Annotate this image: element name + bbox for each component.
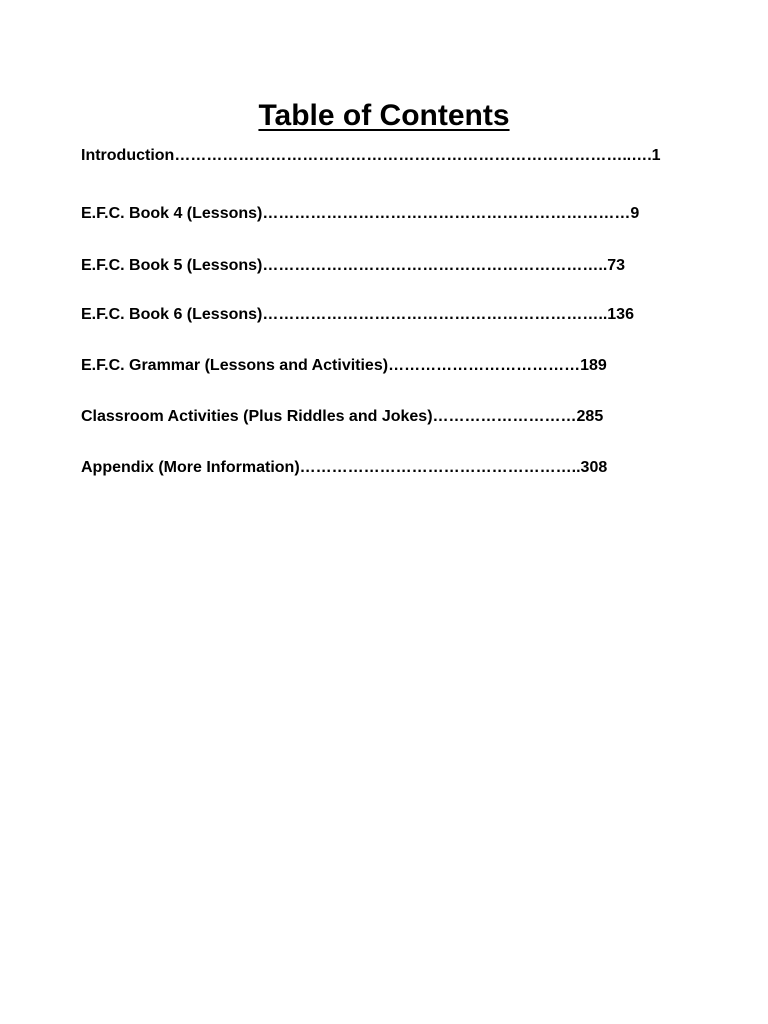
toc-entry-label: E.F.C. Grammar (Lessons and Activities) [81, 357, 389, 374]
toc-dot-leader: ……………………………………………………….. [262, 257, 608, 274]
page-title: Table of Contents [258, 99, 510, 132]
toc-entry-label: E.F.C. Book 6 (Lessons) [81, 306, 263, 323]
toc-page-number: 285 [576, 408, 604, 425]
toc-dot-leader: ……………………… [432, 408, 577, 425]
toc-entry-appendix [81, 458, 607, 478]
toc-entry-classroom-activities [81, 407, 603, 427]
toc-dot-leader: ……………………………… [388, 357, 581, 374]
toc-page-number: 73 [607, 257, 626, 274]
toc-entry-label: Appendix (More Information) [81, 459, 300, 476]
toc-entry-label: E.F.C. Book 4 (Lessons) [81, 205, 263, 222]
toc-page-number: 189 [580, 357, 607, 374]
toc-dot-leader: …………………………………………………………………………..…. [174, 147, 652, 164]
toc-page-number: 1 [651, 147, 661, 164]
toc-page-number: 9 [630, 205, 640, 222]
toc-entry-label: Introduction [81, 147, 175, 164]
toc-entry-book-5 [81, 256, 625, 276]
toc-entry-book-6 [81, 305, 634, 325]
toc-dot-leader: ……………………………………………………….. [262, 306, 608, 323]
toc-dot-leader: …………………………………………….. [299, 459, 581, 476]
toc-page-number: 136 [607, 306, 634, 323]
toc-entry-grammar [81, 356, 607, 376]
toc-entry-label: E.F.C. Book 5 (Lessons) [81, 257, 263, 274]
toc-entry-book-4 [81, 204, 639, 224]
toc-page-number: 308 [580, 459, 608, 476]
toc-entry-introduction [81, 146, 661, 166]
toc-dot-leader: …………………………………………………………… [262, 205, 631, 222]
toc-entry-label: Classroom Activities (Plus Riddles and Jokes) [81, 408, 433, 425]
